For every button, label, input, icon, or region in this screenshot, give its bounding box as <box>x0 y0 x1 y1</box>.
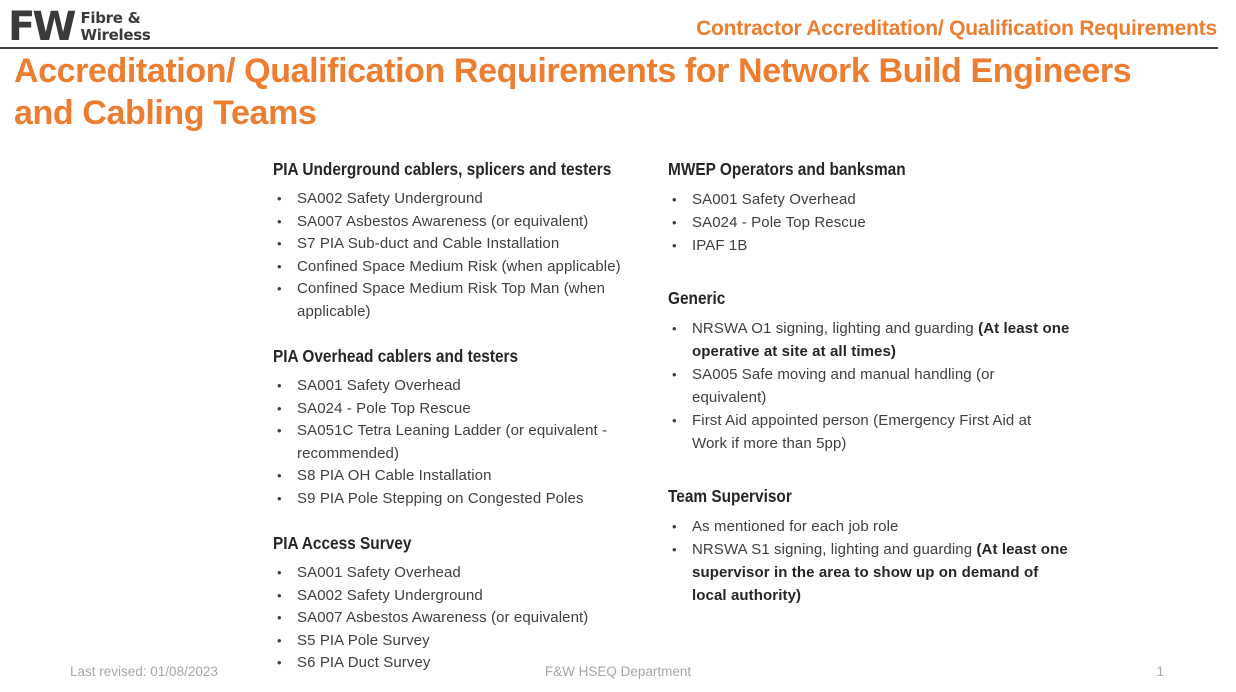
section-mwep-operators <box>668 158 1070 257</box>
bullet-icon: • <box>277 632 282 648</box>
bullet-icon: • <box>277 587 282 603</box>
content-column-right <box>668 158 1070 607</box>
footer-last-revised: Last revised: 01/08/2023 <box>70 664 218 679</box>
logo-text <box>80 10 150 44</box>
list-item-text: S9 PIA Pole Stepping on Congested Poles <box>297 489 584 507</box>
bullet-icon: • <box>277 565 282 580</box>
section-heading: PIA Overhead cablers and testers <box>273 346 519 366</box>
bullet-list <box>273 375 641 510</box>
list-item <box>273 256 641 279</box>
list-item-text: Confined Space Medium Risk (when applicable) <box>297 257 621 275</box>
list-item-text: SA024 - Pole Top Rescue <box>297 399 471 417</box>
list-item-text: SA051C Tetra Leaning Ladder (or equivalent - recommended) <box>297 422 608 462</box>
bullet-icon: • <box>672 519 677 534</box>
list-item-text: As mentioned for each job role <box>692 518 899 535</box>
bullet-icon: • <box>277 378 282 393</box>
logo-text-line2: Wireless <box>80 26 151 44</box>
bullet-list <box>273 188 641 323</box>
bullet-icon: • <box>277 610 282 625</box>
bullet-icon: • <box>672 321 677 336</box>
list-item-text: Confined Space Medium Risk Top Man (when applicable) <box>297 280 606 320</box>
list-item <box>273 630 641 653</box>
section-pia-access-survey <box>273 532 641 675</box>
list-item-text: SA002 Safety Underground <box>297 586 483 604</box>
bullet-icon: • <box>277 191 282 206</box>
logo-text-line1: Fibre & <box>80 9 141 27</box>
section-heading: Generic <box>668 288 726 308</box>
bullet-icon: • <box>277 490 282 506</box>
section-heading: MWEP Operators and banksman <box>668 159 906 179</box>
list-item <box>273 398 641 421</box>
bullet-icon: • <box>277 258 282 274</box>
section-generic <box>668 287 1070 455</box>
list-item <box>273 562 641 585</box>
list-item-text: S5 PIA Pole Survey <box>297 631 430 649</box>
section-pia-overhead <box>273 345 641 510</box>
list-item-text: SA001 Safety Overhead <box>692 191 856 208</box>
bullet-icon: • <box>277 213 282 229</box>
bullet-icon: • <box>277 400 282 416</box>
list-item <box>273 211 641 234</box>
bullet-list <box>668 515 1070 607</box>
footer-department: F&W HSEQ Department <box>544 664 692 679</box>
list-item <box>668 515 1070 538</box>
list-item-text: S7 PIA Sub-duct and Cable Installation <box>297 235 560 252</box>
list-item-text: SA007 Asbestos Awareness (or equivalent) <box>297 212 589 230</box>
bullet-icon: • <box>672 192 677 207</box>
list-item <box>668 409 1070 455</box>
list-item-text: SA001 Safety Overhead <box>297 377 461 394</box>
list-item <box>273 607 641 630</box>
bullet-icon: • <box>672 215 677 230</box>
company-logo <box>8 4 151 50</box>
section-heading: Team Supervisor <box>668 486 792 506</box>
list-item-text: IPAF 1B <box>692 237 748 254</box>
list-item <box>273 188 641 211</box>
list-item-text: SA005 Safe moving and manual handling (or equivalent) <box>692 366 995 406</box>
list-item <box>668 538 1070 607</box>
list-item-text: SA024 - Pole Top Rescue <box>692 214 866 231</box>
list-item-text: SA001 Safety Overhead <box>297 564 461 581</box>
bullet-list <box>668 317 1070 455</box>
list-item <box>273 278 641 323</box>
bullet-icon: • <box>672 542 677 557</box>
list-item-text: SA007 Asbestos Awareness (or equivalent) <box>297 609 589 626</box>
page-title <box>14 50 1229 134</box>
list-item-text: S6 PIA Duct Survey <box>297 654 431 671</box>
header-divider <box>0 47 1218 49</box>
page-title-line2: and Cabling Teams <box>14 94 317 132</box>
footer-page-number: 1 <box>1156 664 1164 679</box>
list-item-text: SA002 Safety Underground <box>297 190 483 207</box>
list-item <box>273 420 641 465</box>
list-item-text: First Aid appointed person (Emergency First Aid at Work if more than 5pp) <box>692 412 1032 452</box>
bullet-icon: • <box>277 423 282 438</box>
bullet-list <box>273 562 641 675</box>
section-pia-underground <box>273 158 641 323</box>
bullet-icon: • <box>672 413 677 428</box>
header-title: Contractor Accreditation/ Qualification Requirements <box>696 17 1217 40</box>
bullet-icon: • <box>277 468 282 483</box>
logo-mark: FW <box>8 4 74 50</box>
list-item <box>273 233 641 256</box>
page-title-line1: Accreditation/ Qualification Requirements for Network Build Engineers <box>14 52 1132 90</box>
list-item <box>668 363 1070 409</box>
list-item-text: S8 PIA OH Cable Installation <box>297 467 492 484</box>
list-item <box>273 465 641 488</box>
list-item-text: NRSWA S1 signing, lighting and guarding (At least one supervisor in the area to show up on demand of local authority) <box>692 541 1068 604</box>
section-team-supervisor <box>668 485 1070 607</box>
list-item <box>668 188 1070 211</box>
list-item <box>668 317 1070 363</box>
bullet-icon: • <box>277 655 282 670</box>
list-item <box>273 375 641 398</box>
bullet-icon: • <box>672 238 677 253</box>
content-column-left <box>273 158 641 675</box>
bullet-list <box>668 188 1070 257</box>
bullet-icon: • <box>672 367 677 382</box>
list-item <box>668 211 1070 234</box>
bullet-icon: • <box>277 236 282 251</box>
bullet-icon: • <box>277 281 282 296</box>
list-item <box>273 488 641 511</box>
section-heading: PIA Underground cablers, splicers and testers <box>273 159 612 179</box>
section-heading: PIA Access Survey <box>273 533 412 553</box>
list-item <box>273 585 641 608</box>
list-item-text: NRSWA O1 signing, lighting and guarding (At least one operative at site at all times) <box>692 320 1070 360</box>
list-item <box>668 234 1070 257</box>
